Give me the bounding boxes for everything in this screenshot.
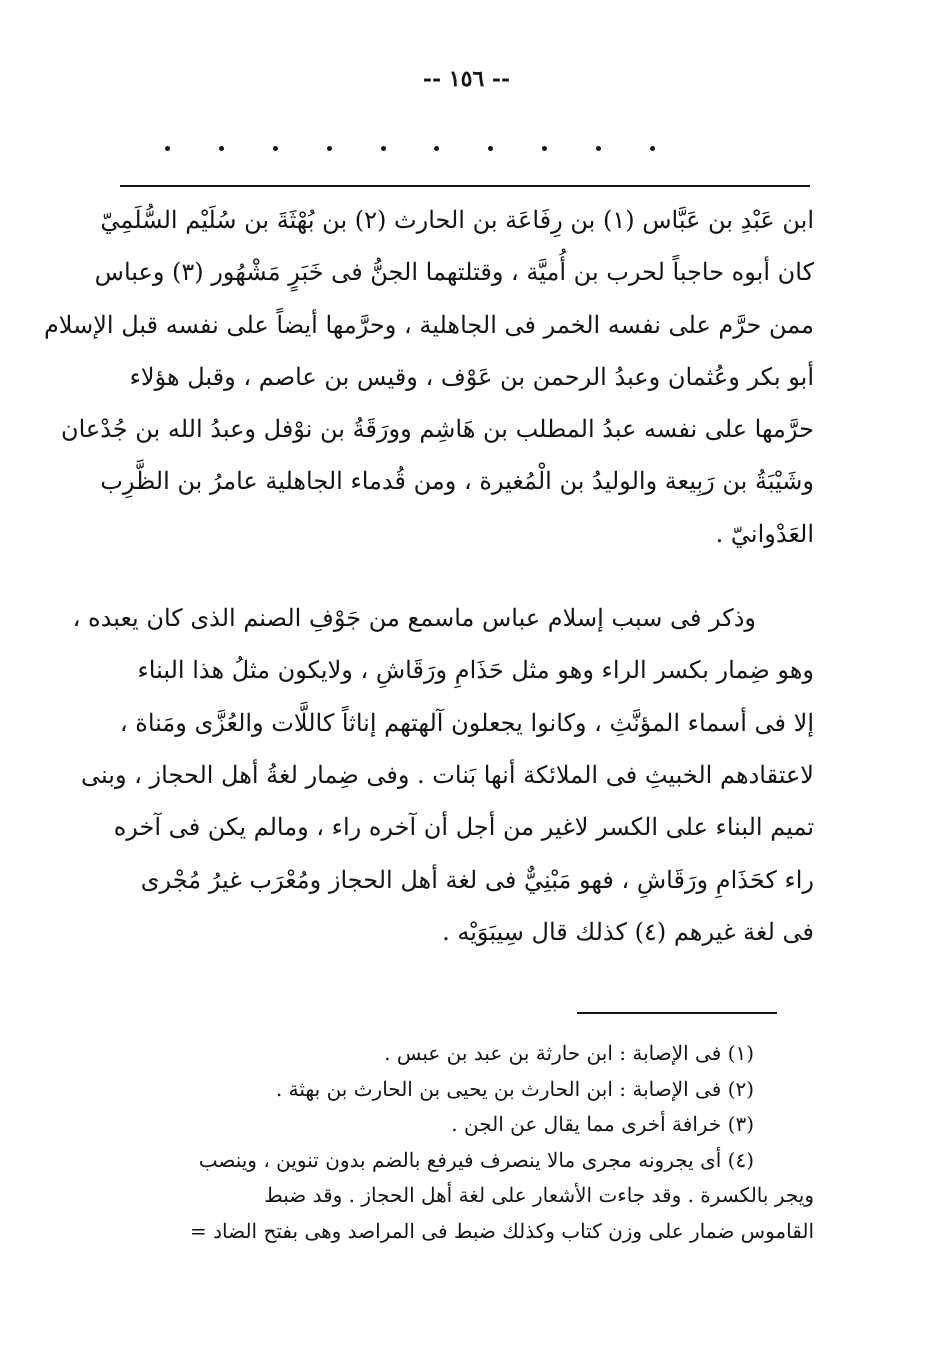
paragraph-spacer	[118, 560, 814, 592]
paragraph-1	[43, 194, 814, 560]
ornament-dot	[327, 146, 332, 151]
ornament-dot	[273, 146, 278, 151]
text-line: وذكر فى سبب إسلام عباس ماسمع من جَوْفِ الصنم الذى كان يعبده ،	[72, 604, 756, 633]
footnote-2: (٢) فى الإصابة : ابن الحارث بن يحيى بن الحارث بن بهثة .	[275, 1076, 754, 1101]
ornament-dot	[650, 146, 655, 151]
text-line: راء كحَذَامِ ورَقَاشِ ، فهو مَبْنِيٌّ فى لغة أهل الحجاز ومُعْرَب غيرُ مُجْرى	[140, 865, 814, 894]
footnotes	[120, 1036, 814, 1249]
ornament-dot	[219, 146, 224, 151]
ornament-dot	[596, 146, 601, 151]
ornament-dot	[542, 146, 547, 151]
paragraph-2	[72, 592, 814, 958]
footnote-1: (١) فى الإصابة : ابن حارثة بن عبد بن عبس .	[384, 1041, 754, 1065]
ornament-dot	[434, 146, 439, 151]
text-line: ابن عَبْدِ بن عَبَّاس (١) بن رِفَاعَة بن الحارث (٢) بن بُهْثَةَ بن سُلَيْم السُّلَمِيّ	[100, 206, 814, 234]
ornament-dot	[488, 146, 493, 151]
text-line: إلا فى أسماء المؤنَّثِ ، وكانوا يجعلون آلهتهم إناثاً كاللَّات والعُزَّى ومَناة ،	[119, 708, 814, 737]
text-line: أبو بكر وعُثمان وعبدُ الرحمن بن عَوْف ، وقيس بن عاصم ، وقبل هؤلاء	[129, 362, 814, 391]
footnote-4-continuation: ويجر بالكسرة . وقد جاءت الأشعار على لغة أهل الحجاز . وقد ضبط	[264, 1183, 814, 1207]
ornament-dot	[165, 146, 170, 151]
text-line: وشَيْبَةُ بن رَبِيعة والوليدُ بن الْمُغيرة ، ومن قُدماء الجاهلية عامرُ بن الظَّرِب	[100, 467, 814, 496]
footnote-4-continuation: القاموس ضمار على وزن كتاب وكذلك ضبط فى المراصد وهى بفتح الضاد =	[189, 1218, 814, 1243]
text-line: تميم البناء على الكسر لاغير من أجل أن آخره راء ، ومالم يكن فى آخره	[113, 813, 814, 842]
footnote-3: (٣) خرافة أخرى مما يقال عن الجن .	[451, 1112, 754, 1136]
text-line: فى لغة غيرهم (٤) كذلك قال سِيبَوَيْه .	[442, 917, 814, 946]
text-line: حرَّمها على نفسه عبدُ المطلب بن هَاشِم وورَقَةُ بن نوْفل وعبدُ الله بن جُدْعان	[60, 415, 814, 444]
footnote-divider	[577, 1012, 777, 1014]
footnote-4: (٤) أى يجرونه مجرى مالا ينصرف فيرفع بالضم بدون تنوين ، وينصب	[198, 1147, 754, 1172]
text-line: العَدْوانيّ .	[715, 519, 814, 548]
main-text	[43, 194, 814, 958]
text-line: لاعتقادهم الخبيثِ فى الملائكة أنها بَنات . وفى ضِمار لغةُ أهل الحجاز ، وبنى	[81, 760, 814, 789]
ornamental-dots	[165, 138, 655, 158]
text-line: ممن حرَّم على نفسه الخمر فى الجاهلية ، وحرَّمها أيضاً على نفسه قبل الإسلام	[43, 310, 814, 339]
ornament-dot	[381, 146, 386, 151]
text-line: وهو ضِمار بكسر الراء وهو مثل حَذَامِ ورَقَاشِ ، ولايكون مثلُ هذا البناء	[137, 656, 814, 685]
text-line: كان أبوه حاجباً لحرب بن أُميَّة ، وقتلتهما الجنُّ فى خَبَرٍ مَشْهُور (٣) وعباس	[94, 258, 814, 287]
header-divider	[120, 185, 810, 187]
page-number: -- ١٥٦ --	[422, 66, 511, 92]
